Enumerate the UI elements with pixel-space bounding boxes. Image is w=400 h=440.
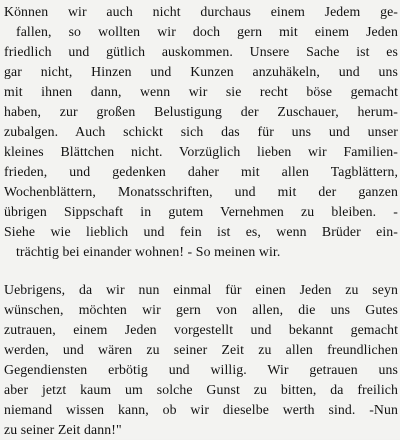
text-line: übrigen Sippschaft in gutem Vernehmen zu bleiben. - [4, 204, 398, 219]
text-line: friedlich und gütlich auskommen. Unsere Sache ist es [4, 44, 398, 59]
text-line: zubalgen. Auch schickt sich das für uns und unser [4, 124, 398, 139]
text-line: zu seiner Zeit dann!" [4, 422, 122, 437]
text-line: Uebrigens, da wir nun einmal für einen Jeden zu seyn [4, 282, 398, 297]
text-line: mit ihnen dann, wenn wir sie recht böse gemacht [4, 84, 398, 99]
text-line: fallen, so wollten wir doch gern mit einem Jeden [16, 24, 398, 39]
text-line: Siehe wie lieblich und fein ist es, wenn Brüder ein- [4, 224, 398, 239]
text-line: haben, zur großen Belustigung der Zuschauer, herum- [4, 104, 398, 119]
text-line: Wochenblättern, Monatsschriften, und mit der ganzen [4, 184, 398, 199]
text-line: werden, und wären zu seiner Zeit zu allen freundlichen [4, 342, 398, 357]
text-line: zutrauen, einem Jeden vorgestellt und bekannt gemacht [4, 322, 398, 337]
text-line: gar nicht, Hinzen und Kunzen anzuhäkeln, und uns [4, 64, 398, 79]
text-line: wünschen, möchten wir gern von allen, die uns Gutes [4, 302, 398, 317]
text-line: niemand wissen kann, ob wir dieselbe werth sind. -Nun [4, 402, 398, 417]
text-line: trächtig bei einander wohnen! - So meinen wir. [16, 244, 281, 259]
text-line: frieden, und gedenken daher mit allen Tagblättern, [4, 164, 398, 179]
text-line: kleines Blättchen nicht. Vorzüglich lieben wir Familien- [4, 144, 398, 159]
text-line: aber jetzt kaum um solche Gunst zu bitten, da freilich [4, 382, 398, 397]
text-line: Können wir auch nicht durchaus einem Jedem ge- [4, 4, 398, 19]
text-line: Gegendiensten erbötig und willig. Wir getrauen uns [4, 362, 398, 377]
